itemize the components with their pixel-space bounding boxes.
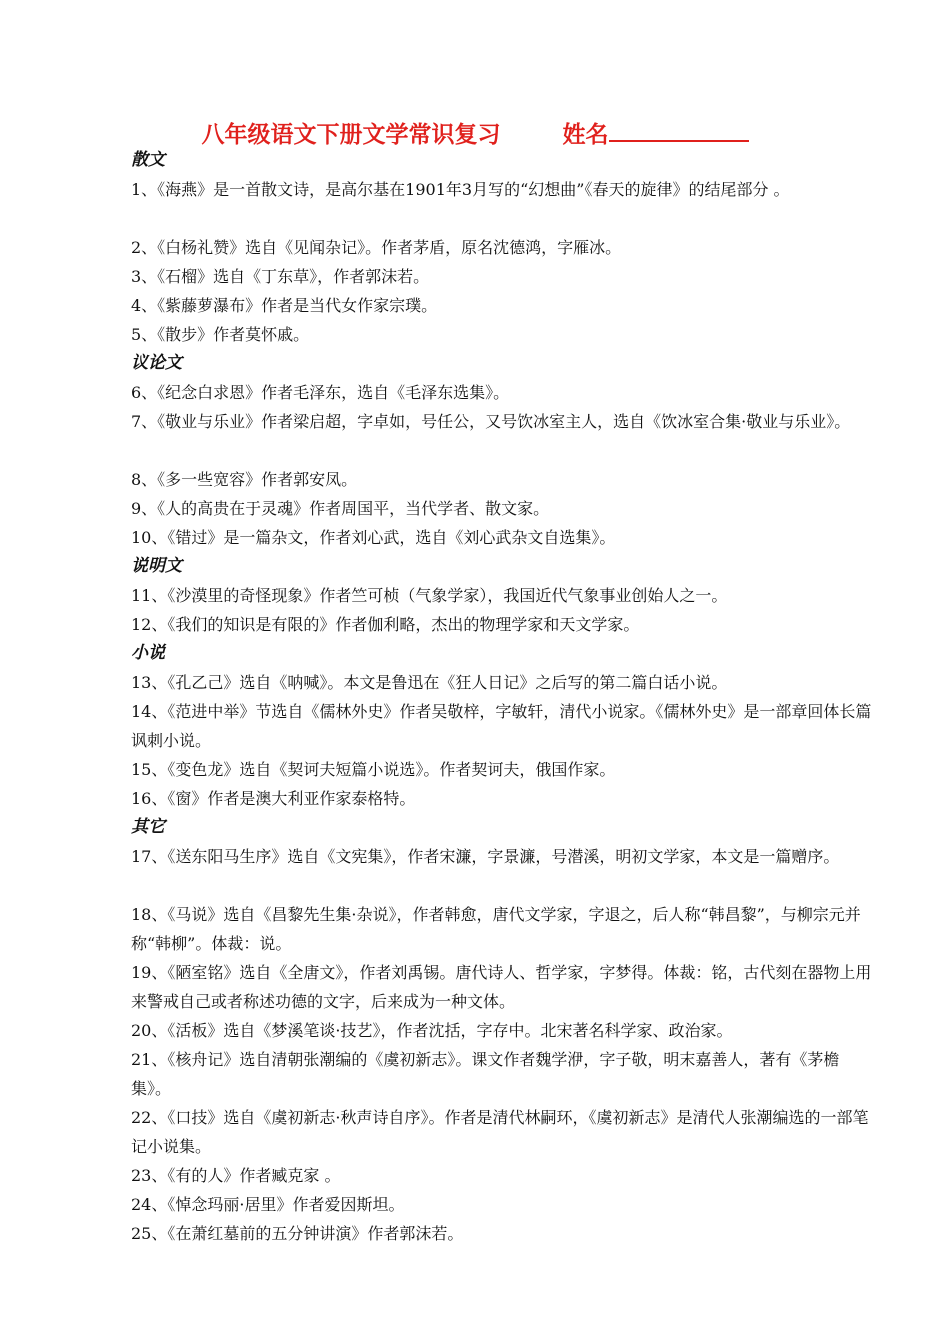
list-item: 24、《悼念玛丽·居里》作者爱因斯坦。 — [131, 1195, 405, 1214]
section-heading: 说明文 — [131, 556, 182, 576]
list-item: 10、《错过》是一篇杂文，作者刘心武，选自《刘心武杂文自选集》。 — [131, 528, 616, 547]
page-title — [0, 116, 950, 149]
list-item: 4、《紫藤萝瀑布》作者是当代女作家宗璞。 — [131, 296, 438, 315]
list-item: 11、《沙漠里的奇怪现象》作者竺可桢（气象学家），我国近代气象事业创始人之一。 — [131, 586, 728, 605]
list-item: 20、《活板》选自《梦溪笔谈·技艺》，作者沈括，字存中。北宋著名科学家、政治家。 — [131, 1021, 733, 1040]
list-item: 6、《纪念白求恩》作者毛泽东，选自《毛泽东选集》。 — [131, 383, 510, 402]
list-item: 21、《核舟记》选自清朝张潮编的《虞初新志》。课文作者魏学洢，字子敬，明末嘉善人，著有《茅檐集》。 — [131, 1050, 840, 1098]
list-item: 14、《范进中举》节选自《儒林外史》作者吴敬梓，字敏轩，清代小说家。《儒林外史》是一部章回体长篇讽刺小说。 — [131, 702, 872, 750]
section-heading: 其它 — [131, 817, 165, 837]
list-item: 25、《在萧红墓前的五分钟讲演》作者郭沫若。 — [131, 1224, 464, 1243]
list-item: 22、《口技》选自《虞初新志·秋声诗自序》。作者是清代林嗣环，《虞初新志》是清代人张潮编选的一部笔记小说集。 — [131, 1108, 869, 1156]
list-item: 19、《陋室铭》选自《全唐文》，作者刘禹锡。唐代诗人、哲学家，字梦得。体裁：铭，古代刻在器物上用来警戒自己或者称述功德的文字，后来成为一种文体。 — [131, 963, 872, 1011]
list-item: 5、《散步》作者莫怀戚。 — [131, 325, 310, 344]
name-label: 姓名 — [562, 122, 609, 148]
section-heading: 小说 — [131, 643, 165, 663]
list-item: 18、《马说》选自《昌黎先生集·杂说》，作者韩愈，唐代文学家，字退之，后人称“韩昌黎”，与柳宗元并称“韩柳”。体裁：说。 — [131, 905, 861, 953]
list-item: 15、《变色龙》选自《契诃夫短篇小说选》。作者契诃夫，俄国作家。 — [131, 760, 616, 779]
list-item: 2、《白杨礼赞》选自《见闻杂记》。作者茅盾，原名沈德鸿，字雁冰。 — [131, 238, 622, 257]
section-heading: 散文 — [131, 150, 165, 170]
list-item: 16、《窗》作者是澳大利亚作家泰格特。 — [131, 789, 416, 808]
list-item: 7、《敬业与乐业》作者梁启超，字卓如，号任公，又号饮冰室主人，选自《饮冰室合集·敬业与乐业》。 — [131, 412, 851, 431]
list-item: 8、《多一些宽容》作者郭安凤。 — [131, 470, 358, 489]
list-item: 17、《送东阳马生序》选自《文宪集》，作者宋濂，字景濂，号潜溪，明初文学家，本文是一篇赠序。 — [131, 847, 840, 866]
content — [131, 146, 876, 1248]
list-item: 13、《孔乙己》选自《呐喊》。本文是鲁迅在《狂人日记》之后写的第二篇白话小说。 — [131, 673, 728, 692]
list-item: 1、《海燕》是一首散文诗，是高尔基在1901年3月写的“幻想曲”《春天的旋律》的结尾部分 。 — [131, 180, 790, 199]
list-item: 9、《人的高贵在于灵魂》作者周国平，当代学者、散文家。 — [131, 499, 550, 518]
name-blank — [609, 120, 749, 142]
section-heading: 议论文 — [131, 353, 182, 373]
list-item: 3、《石榴》选自《丁东草》，作者郭沫若。 — [131, 267, 430, 286]
title-text: 八年级语文下册文学常识复习 — [201, 122, 501, 148]
list-item: 23、《有的人》作者臧克家 。 — [131, 1166, 341, 1185]
list-item: 12、《我们的知识是有限的》作者伽利略，杰出的物理学家和天文学家。 — [131, 615, 640, 634]
